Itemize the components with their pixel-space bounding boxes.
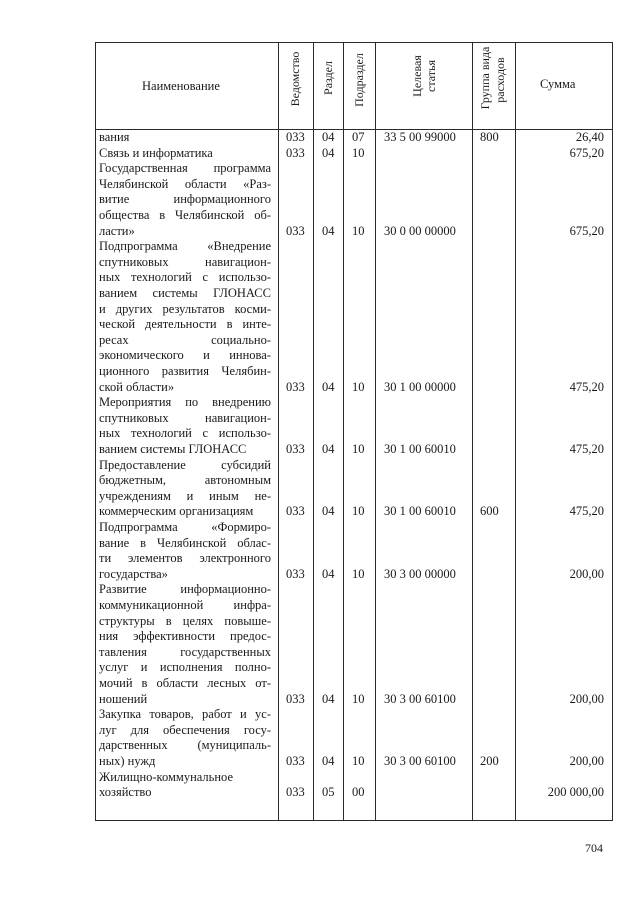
cell-celevaya: 30 3 00 00000 [384, 566, 456, 581]
cell-celevaya: 30 1 00 00000 [384, 379, 456, 394]
cell-vedomstvo: 033 [286, 379, 305, 394]
table-row [0, 161, 640, 239]
row-name-line: ношений [99, 691, 148, 706]
cell-razdel: 04 [322, 504, 335, 519]
row-name-line: Связь и информатика [99, 145, 213, 160]
cell-razdel: 04 [322, 130, 335, 144]
row-name-line: структуры в целях повыше- [99, 613, 271, 628]
cell-summa: 200 000,00 [547, 785, 604, 800]
row-name [99, 770, 271, 801]
cell-celevaya: 30 3 00 60100 [384, 691, 456, 706]
cell-podrazdel: 10 [352, 379, 365, 394]
row-name-line: Развитие информационно- [99, 582, 271, 597]
row-name-line: вания [99, 130, 130, 144]
cell-summa: 675,20 [569, 145, 604, 160]
cell-summa: 26,40 [575, 130, 604, 144]
row-name-line: спутниковых навигацион- [99, 410, 271, 425]
row-name-line: Предоставление субсидий [99, 457, 271, 472]
page-number: 704 [585, 841, 603, 855]
row-name-line: ционного развития Челябин- [99, 363, 271, 378]
header-celevaya-2: статья [424, 60, 438, 92]
row-name-line: государства» [99, 566, 168, 581]
row-name [99, 395, 271, 457]
cell-summa: 200,00 [569, 691, 604, 706]
row-name-line: услуг и исполнения полно- [99, 660, 271, 675]
row-name-line: вание в Челябинской облас- [99, 535, 271, 550]
cell-razdel: 04 [322, 566, 335, 581]
row-name [99, 239, 271, 395]
row-name-line: ти элементов электронного [99, 551, 271, 566]
row-name-line: экономического и иннова- [99, 348, 271, 363]
row-name-line: Челябинской области «Раз- [99, 176, 271, 191]
row-name-line: учреждениям и иным не- [99, 488, 271, 503]
cell-summa: 475,20 [569, 441, 604, 456]
cell-summa: 475,20 [569, 504, 604, 519]
row-name-line: ния эффективности предос- [99, 629, 271, 644]
table-row [0, 582, 640, 707]
row-name-line: витие информационного [99, 192, 271, 207]
row-name-line: ных технологий с использо- [99, 270, 271, 285]
cell-razdel: 04 [322, 441, 335, 456]
row-name-line: бюджетным, автономным [99, 473, 271, 488]
row-name-line: тавления государственных [99, 644, 271, 659]
row-name [99, 520, 271, 582]
row-name [99, 130, 271, 146]
row-name [99, 582, 271, 707]
cell-razdel: 04 [322, 753, 335, 768]
cell-celevaya: 30 1 00 60010 [384, 441, 456, 456]
row-name-line: общества в Челябинской об- [99, 207, 271, 222]
cell-podrazdel: 10 [352, 145, 365, 160]
table-top-border [95, 42, 612, 43]
row-name-line: Государственная программа [99, 161, 271, 176]
header-gruppa-1: Группа вида [478, 46, 492, 110]
row-name-line: Закупка товаров, работ и ус- [99, 707, 271, 722]
cell-summa: 200,00 [569, 753, 604, 768]
cell-razdel: 04 [322, 145, 335, 160]
cell-gruppa: 800 [480, 130, 499, 144]
row-name-line: ской области» [99, 379, 175, 394]
cell-podrazdel: 00 [352, 785, 365, 800]
cell-vedomstvo: 033 [286, 504, 305, 519]
table-row [0, 239, 640, 395]
row-name-line: ных) нужд [99, 753, 156, 768]
row-name-line: луг для обеспечения госу- [99, 722, 271, 737]
table-row [0, 458, 640, 520]
row-name-line: дарственных (муниципаль- [99, 738, 271, 753]
cell-podrazdel: 10 [352, 504, 365, 519]
table-row [0, 520, 640, 582]
row-name-line: ванием системы ГЛОНАСС [99, 285, 271, 300]
cell-celevaya: 33 5 00 99000 [384, 130, 456, 144]
cell-razdel: 04 [322, 379, 335, 394]
cell-summa: 200,00 [569, 566, 604, 581]
cell-celevaya: 30 3 00 60100 [384, 753, 456, 768]
row-name-line: Жилищно-коммунальное [99, 769, 233, 784]
header-name: Наименование [142, 79, 220, 93]
header-summa: Сумма [540, 77, 576, 91]
cell-summa: 675,20 [569, 223, 604, 238]
cell-podrazdel: 10 [352, 566, 365, 581]
cell-razdel: 04 [322, 691, 335, 706]
cell-razdel: 04 [322, 223, 335, 238]
header-razdel: Раздел [321, 61, 335, 95]
table-row [0, 707, 640, 769]
cell-celevaya: 30 0 00 00000 [384, 223, 456, 238]
table-row [0, 130, 640, 146]
row-name-line: ласти» [99, 223, 135, 238]
cell-summa: 475,20 [569, 379, 604, 394]
cell-podrazdel: 10 [352, 441, 365, 456]
cell-podrazdel: 10 [352, 691, 365, 706]
cell-vedomstvo: 033 [286, 566, 305, 581]
row-name [99, 707, 271, 769]
table-row [0, 146, 640, 162]
row-name-line: ческой деятельности в инте- [99, 317, 271, 332]
cell-podrazdel: 10 [352, 753, 365, 768]
cell-vedomstvo: 033 [286, 785, 305, 800]
row-name-line: Подпрограмма «Внедрение [99, 239, 271, 254]
header-podrazdel: Подраздел [352, 53, 366, 107]
cell-celevaya: 30 1 00 60010 [384, 504, 456, 519]
cell-vedomstvo: 033 [286, 691, 305, 706]
row-name-line: мочий в области лесных от- [99, 675, 271, 690]
cell-vedomstvo: 033 [286, 223, 305, 238]
header-vedomstvo: Ведомство [288, 51, 302, 107]
row-name-line: спутниковых навигацион- [99, 254, 271, 269]
row-name-line: ных технологий с использо- [99, 426, 271, 441]
row-name-line: и других результатов косми- [99, 301, 271, 316]
table-row [0, 770, 640, 801]
row-name-line: ванием системы ГЛОНАСС [99, 441, 247, 456]
row-name-line: коммерческим организациям [99, 504, 254, 519]
cell-gruppa: 600 [480, 504, 499, 519]
row-name-line: хозяйство [99, 785, 152, 800]
row-name-line: ресах социально- [99, 332, 271, 347]
cell-podrazdel: 07 [352, 130, 365, 144]
cell-vedomstvo: 033 [286, 130, 305, 144]
row-name-line: Мероприятия по внедрению [99, 395, 271, 410]
header-gruppa-2: расходов [493, 57, 507, 103]
row-name [99, 161, 271, 239]
cell-razdel: 05 [322, 785, 335, 800]
cell-vedomstvo: 033 [286, 441, 305, 456]
row-name [99, 458, 271, 520]
cell-vedomstvo: 033 [286, 145, 305, 160]
row-name-line: Подпрограмма «Формиро- [99, 520, 271, 534]
table-bottom-border [95, 820, 612, 821]
row-name-line: коммуникационной инфра- [99, 597, 271, 612]
row-name [99, 146, 271, 162]
cell-vedomstvo: 033 [286, 753, 305, 768]
header-celevaya-1: Целевая [410, 55, 424, 97]
cell-gruppa: 200 [480, 753, 499, 768]
cell-podrazdel: 10 [352, 223, 365, 238]
table-row [0, 395, 640, 457]
